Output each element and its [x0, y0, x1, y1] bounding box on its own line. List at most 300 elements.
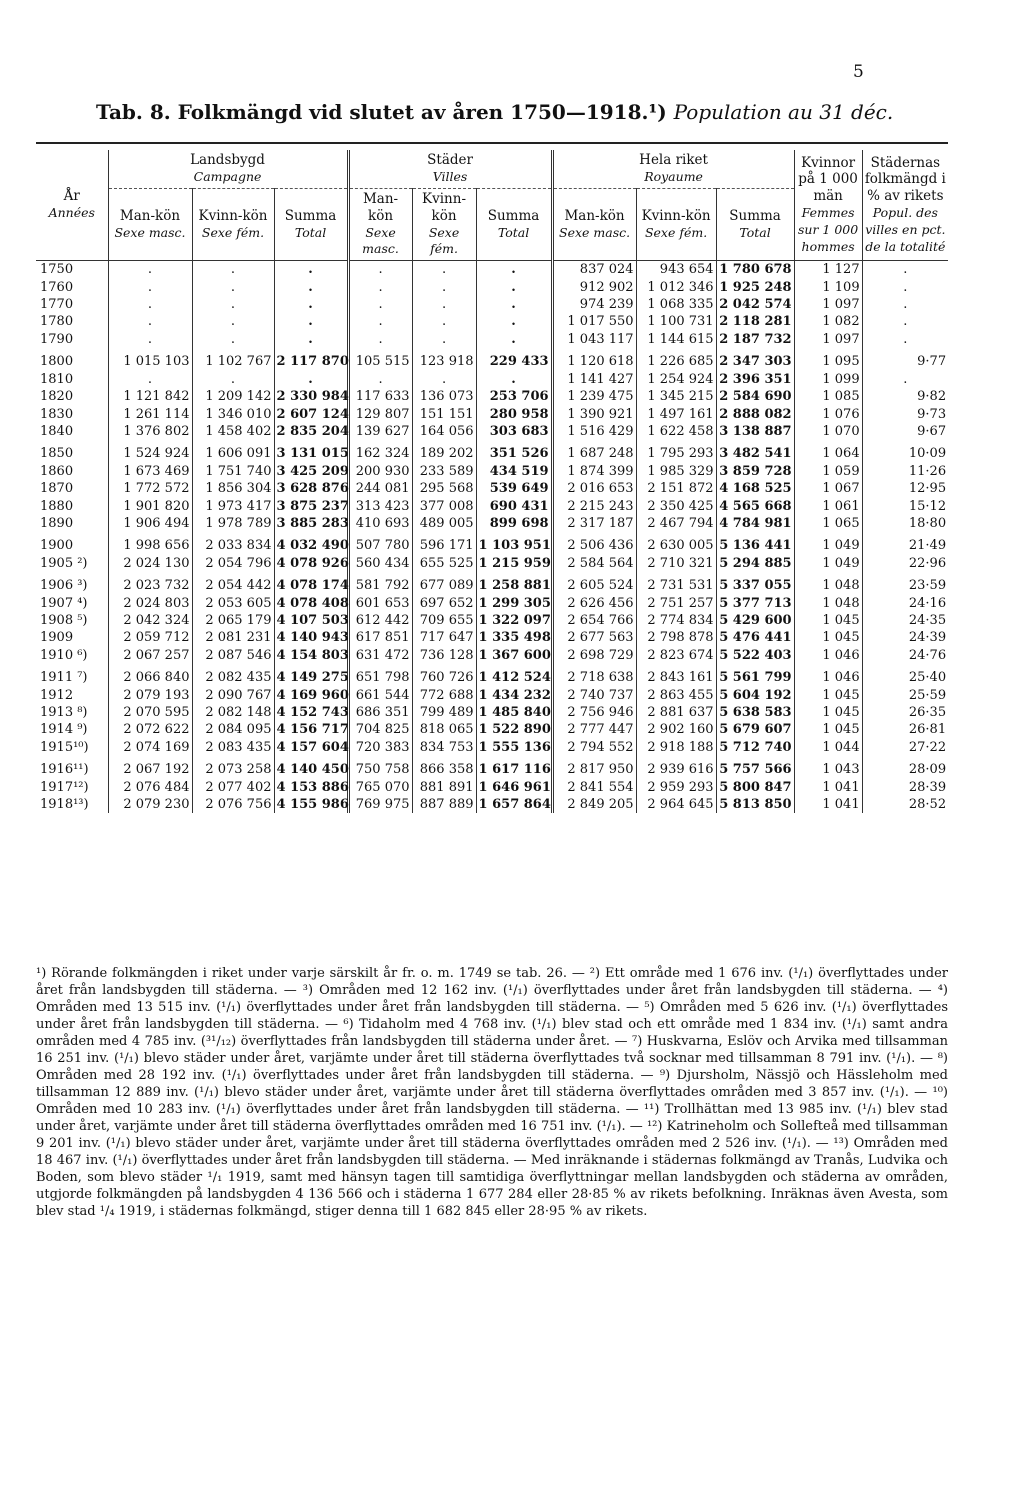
- cell-riket-1: 2 863 455: [636, 687, 716, 704]
- cell-stader-1: 736 128: [412, 647, 476, 664]
- cell-landsbygd-1: 1 606 091: [192, 445, 274, 462]
- cell-year: 1917¹²): [40, 779, 89, 795]
- cell-riket-1: 2 939 616: [636, 761, 716, 778]
- cell-riket-0: 2 677 563: [552, 629, 636, 646]
- header-landsbygd: Landsbygd Campagne: [108, 150, 348, 188]
- cell-stader-1: .: [412, 331, 476, 348]
- cell-andel: 26·81: [862, 721, 948, 738]
- cell-riket-0: 1 874 399: [552, 463, 636, 480]
- header-riket: Hela riket Royaume: [552, 150, 794, 188]
- cell-stader-1: 697 652: [412, 595, 476, 612]
- cell-andel: 28·39: [862, 779, 948, 796]
- table-row: [36, 721, 948, 738]
- cell-andel: 26·35: [862, 704, 948, 721]
- cell-riket-0: 2 777 447: [552, 721, 636, 738]
- cell-kvinnor: 1 097: [794, 331, 862, 348]
- top-rule: [36, 142, 948, 144]
- table-row: [36, 647, 948, 664]
- cell-stader-1: .: [412, 313, 476, 330]
- cell-landsbygd-1: 2 077 402: [192, 779, 274, 796]
- cell-andel: 9·67: [862, 423, 948, 440]
- cell-stader-1: 881 891: [412, 779, 476, 796]
- cell-riket-1: 1 497 161: [636, 406, 716, 423]
- table-title: [96, 100, 893, 124]
- cell-year: 1918¹³): [40, 797, 89, 813]
- cell-riket-0: 1 516 429: [552, 423, 636, 440]
- cell-andel: 9·82: [862, 388, 948, 405]
- cell-kvinnor: 1 045: [794, 704, 862, 721]
- cell-stader-0: 410 693: [348, 515, 412, 532]
- cell-stader-0: 720 383: [348, 739, 412, 756]
- cell-stader-1: 233 589: [412, 463, 476, 480]
- table-row: [36, 779, 948, 796]
- cell-stader-0: 765 070: [348, 779, 412, 796]
- cell-riket-0: 2 605 524: [552, 577, 636, 594]
- cell-stader-2: 1 485 840: [476, 704, 552, 721]
- cell-kvinnor: 1 045: [794, 612, 862, 629]
- cell-kvinnor: 1 109: [794, 279, 862, 296]
- cell-stader-0: .: [348, 296, 412, 313]
- cell-andel: 28·52: [862, 796, 948, 813]
- cell-landsbygd-0: .: [108, 313, 192, 330]
- cell-landsbygd-1: 2 033 834: [192, 537, 274, 554]
- cell-landsbygd-2: 4 107 503: [274, 612, 348, 629]
- cell-stader-0: .: [348, 371, 412, 388]
- table-row: [36, 761, 948, 778]
- cell-riket-2: 5 476 441: [716, 629, 794, 646]
- cell-stader-2: 1 657 864: [476, 796, 552, 813]
- cell-riket-2: 5 813 850: [716, 796, 794, 813]
- cell-landsbygd-0: .: [108, 331, 192, 348]
- cell-stader-0: 601 653: [348, 595, 412, 612]
- cell-year: 1908 ⁵): [40, 612, 88, 628]
- cell-riket-1: 1 254 924: [636, 371, 716, 388]
- cell-landsbygd-2: 3 875 237: [274, 498, 348, 515]
- cell-stader-2: .: [476, 261, 552, 279]
- cell-landsbygd-2: 4 152 743: [274, 704, 348, 721]
- cell-riket-1: 1 100 731: [636, 313, 716, 330]
- cell-stader-2: 351 526: [476, 445, 552, 462]
- cell-landsbygd-1: 2 084 095: [192, 721, 274, 738]
- cell-andel: 9·77: [862, 353, 948, 370]
- cell-kvinnor: 1 099: [794, 371, 862, 388]
- cell-stader-1: .: [412, 371, 476, 388]
- cell-landsbygd-0: .: [108, 279, 192, 296]
- cell-landsbygd-0: .: [108, 296, 192, 313]
- cell-riket-1: 2 843 161: [636, 669, 716, 686]
- header-stader: Städer Villes: [348, 150, 552, 188]
- cell-riket-0: 2 849 205: [552, 796, 636, 813]
- cell-riket-2: 4 784 981: [716, 515, 794, 532]
- cell-andel: .: [862, 296, 948, 313]
- table-body: [36, 261, 948, 814]
- cell-landsbygd-1: 1 973 417: [192, 498, 274, 515]
- cell-stader-2: 1 412 524: [476, 669, 552, 686]
- cell-kvinnor: 1 046: [794, 647, 862, 664]
- cell-riket-0: 1 043 117: [552, 331, 636, 348]
- cell-kvinnor: 1 061: [794, 498, 862, 515]
- cell-landsbygd-1: 2 090 767: [192, 687, 274, 704]
- cell-riket-1: 2 918 188: [636, 739, 716, 756]
- cell-landsbygd-0: 1 998 656: [108, 537, 192, 554]
- cell-stader-2: .: [476, 296, 552, 313]
- cell-stader-0: 769 975: [348, 796, 412, 813]
- cell-stader-1: 189 202: [412, 445, 476, 462]
- cell-landsbygd-0: 2 066 840: [108, 669, 192, 686]
- cell-riket-2: 5 429 600: [716, 612, 794, 629]
- cell-landsbygd-0: 1 015 103: [108, 353, 192, 370]
- cell-andel: 24·16: [862, 595, 948, 612]
- cell-kvinnor: 1 097: [794, 296, 862, 313]
- cell-year: 1905 ²): [40, 555, 88, 571]
- cell-stader-1: 164 056: [412, 423, 476, 440]
- cell-stader-2: 1 555 136: [476, 739, 552, 756]
- cell-kvinnor: 1 045: [794, 629, 862, 646]
- cell-stader-2: 1 434 232: [476, 687, 552, 704]
- cell-landsbygd-2: .: [274, 331, 348, 348]
- cell-stader-2: .: [476, 279, 552, 296]
- cell-kvinnor: 1 049: [794, 555, 862, 572]
- cell-stader-0: 750 758: [348, 761, 412, 778]
- cell-riket-2: 4 565 668: [716, 498, 794, 515]
- cell-landsbygd-2: 4 156 717: [274, 721, 348, 738]
- cell-landsbygd-1: 2 082 148: [192, 704, 274, 721]
- cell-stader-2: 1 103 951: [476, 537, 552, 554]
- cell-landsbygd-0: 2 024 803: [108, 595, 192, 612]
- cell-landsbygd-1: 2 076 756: [192, 796, 274, 813]
- table-row: [36, 498, 948, 515]
- cell-riket-0: 837 024: [552, 261, 636, 279]
- cell-landsbygd-2: 4 149 275: [274, 669, 348, 686]
- cell-year: 1913 ⁸): [40, 705, 88, 720]
- cell-landsbygd-0: 2 042 324: [108, 612, 192, 629]
- cell-riket-2: 1 925 248: [716, 279, 794, 296]
- cell-andel: .: [862, 279, 948, 296]
- cell-landsbygd-0: 2 067 257: [108, 647, 192, 664]
- cell-stader-1: 772 688: [412, 687, 476, 704]
- cell-kvinnor: 1 044: [794, 739, 862, 756]
- cell-landsbygd-2: 4 078 926: [274, 555, 348, 572]
- cell-andel: 25·40: [862, 669, 948, 686]
- cell-stader-1: 677 089: [412, 577, 476, 594]
- cell-landsbygd-2: 3 885 283: [274, 515, 348, 532]
- cell-riket-1: 1 345 215: [636, 388, 716, 405]
- table-row: [36, 687, 948, 704]
- cell-landsbygd-2: 2 330 984: [274, 388, 348, 405]
- cell-stader-2: 229 433: [476, 353, 552, 370]
- cell-stader-2: 1 335 498: [476, 629, 552, 646]
- cell-riket-1: 1 985 329: [636, 463, 716, 480]
- cell-landsbygd-2: .: [274, 313, 348, 330]
- cell-landsbygd-2: 4 140 943: [274, 629, 348, 646]
- cell-riket-2: 5 712 740: [716, 739, 794, 756]
- cell-stader-0: 507 780: [348, 537, 412, 554]
- cell-landsbygd-0: 1 901 820: [108, 498, 192, 515]
- header-s-summa: Summa Total: [476, 188, 552, 261]
- cell-landsbygd-2: 4 154 803: [274, 647, 348, 664]
- cell-riket-2: 5 638 583: [716, 704, 794, 721]
- cell-landsbygd-2: .: [274, 279, 348, 296]
- cell-andel: 9·73: [862, 406, 948, 423]
- table-row: [36, 353, 948, 370]
- cell-riket-2: 2 584 690: [716, 388, 794, 405]
- cell-stader-2: 1 522 890: [476, 721, 552, 738]
- cell-landsbygd-2: 3 131 015: [274, 445, 348, 462]
- header-kvinnor: Kvinnor på 1 000 män Femmes sur 1 000 hommes: [794, 150, 862, 261]
- title-main: Tab. 8. Folkmängd vid slutet av åren 1750—1918.¹): [96, 100, 667, 124]
- cell-stader-2: 280 958: [476, 406, 552, 423]
- cell-year: 1914 ⁹): [40, 722, 88, 738]
- table-row: [36, 669, 948, 686]
- cell-landsbygd-0: 2 059 712: [108, 629, 192, 646]
- footnotes: ¹) Rörande folkmängden i riket under varje särskilt år fr. o. m. 1749 se tab. 26. — ²) Ett område med 1 676 inv. (¹/₁) överflyttades under året från landsbygden till städerna. — ³) Områden med 12 162 inv. (¹/₁) överflyttades under året från landsbygden till städerna. — ⁴) Områden med 13 515 inv. (¹/₁) överflyttades under året från landsbygden till städerna. — ⁵) Områden med 5 626 inv. (¹/₁) överflyttades under året från landsbygden till städerna. — ⁶) Tidaholm med 4 768 inv. (¹/₁) blev stad och ett område med 1 834 inv. (¹/₁) samt andra områden med 4 785 inv. (³¹/₁₂) överflyttades från landsbygden till städerna under året. — ⁷) Huskvarna, Eslöv och Arvika med tillsamman 16 251 inv. (¹/₁) blevo städer under året, varjämte under året till städerna överflyttades två socknar med tillsamman 8 791 inv. (¹/₁). — ⁸) Områden med 28 192 inv. (¹/₁) överflyttades under året från landsbygden till städerna. — ⁹) Djursholm, Nässjö och Hässleholm med tillsamman 12 889 inv. (¹/₁) blevo städer under året, varjämte under året till städerna överflyttades områden med 3 857 inv. (¹/₁). — ¹⁰) Områden med 10 283 inv. (¹/₁) överflyttades under året från landsbygden till städerna. — ¹¹) Trollhättan med 13 985 inv. (¹/₁) blev stad under året, varjämte under året till städerna överflyttades områden med 16 751 inv. (¹/₁). — ¹²) Katrineholm och Sollefteå med tillsamman 9 201 inv. (¹/₁) blevo städer under året, varjämte under året till städerna överflyttades områden med 2 526 inv. (¹/₁). — ¹³) Områden med 18 467 inv. (¹/₁) överflyttades under året från landsbygden till städerna. — Med inräknande i städernas folkmängd av Tranås, Ludvika och Boden, som blevo städer ¹/₁ 1919, samt med hänsyn tagen till samtidiga överflyttningar mellan landsbygden och städerna av områden, utgjorde folkmängden på landsbygden 4 136 566 och i städerna 1 677 284 eller 28·85 % av rikets befolkning. Inräknas även Avesta, som blev stad ¹/₄ 1919, i städernas folkmängd, stiger denna till 1 682 845 eller 28·95 % av rikets.: [36, 966, 948, 1219]
- table-row: [36, 371, 948, 388]
- cell-kvinnor: 1 070: [794, 423, 862, 440]
- cell-riket-0: 912 902: [552, 279, 636, 296]
- cell-landsbygd-2: 2 607 124: [274, 406, 348, 423]
- cell-riket-1: 1 795 293: [636, 445, 716, 462]
- cell-landsbygd-2: 3 425 209: [274, 463, 348, 480]
- cell-stader-0: 661 544: [348, 687, 412, 704]
- cell-kvinnor: 1 064: [794, 445, 862, 462]
- cell-stader-0: 117 633: [348, 388, 412, 405]
- cell-riket-0: 2 740 737: [552, 687, 636, 704]
- cell-landsbygd-2: 4 169 960: [274, 687, 348, 704]
- cell-riket-2: 5 800 847: [716, 779, 794, 796]
- cell-landsbygd-0: 2 074 169: [108, 739, 192, 756]
- cell-stader-1: .: [412, 279, 476, 296]
- cell-kvinnor: 1 076: [794, 406, 862, 423]
- cell-kvinnor: 1 085: [794, 388, 862, 405]
- table-row: [36, 406, 948, 423]
- cell-riket-1: 2 467 794: [636, 515, 716, 532]
- cell-landsbygd-1: 2 054 796: [192, 555, 274, 572]
- cell-landsbygd-1: 2 065 179: [192, 612, 274, 629]
- cell-landsbygd-1: 2 081 231: [192, 629, 274, 646]
- cell-landsbygd-1: 1 458 402: [192, 423, 274, 440]
- cell-year: 1915¹⁰): [40, 739, 89, 755]
- cell-riket-2: 3 482 541: [716, 445, 794, 462]
- cell-stader-2: 1 322 097: [476, 612, 552, 629]
- cell-riket-2: 5 679 607: [716, 721, 794, 738]
- cell-stader-1: 760 726: [412, 669, 476, 686]
- table-row: [36, 331, 948, 348]
- cell-riket-0: 2 584 564: [552, 555, 636, 572]
- table-row: [36, 480, 948, 497]
- cell-riket-0: 2 794 552: [552, 739, 636, 756]
- cell-stader-0: 704 825: [348, 721, 412, 738]
- header-r-summa: Summa Total: [716, 188, 794, 261]
- cell-landsbygd-0: .: [108, 371, 192, 388]
- cell-landsbygd-0: 1 524 924: [108, 445, 192, 462]
- cell-stader-2: .: [476, 331, 552, 348]
- cell-stader-1: 489 005: [412, 515, 476, 532]
- cell-landsbygd-2: 4 157 604: [274, 739, 348, 756]
- cell-landsbygd-1: .: [192, 313, 274, 330]
- cell-riket-1: 2 774 834: [636, 612, 716, 629]
- cell-year: 1810: [40, 371, 74, 387]
- cell-stader-2: 690 431: [476, 498, 552, 515]
- cell-landsbygd-2: 4 140 450: [274, 761, 348, 778]
- cell-stader-1: 295 568: [412, 480, 476, 497]
- cell-stader-0: 162 324: [348, 445, 412, 462]
- header-year: År Années: [36, 150, 108, 261]
- cell-kvinnor: 1 095: [794, 353, 862, 370]
- cell-stader-0: 581 792: [348, 577, 412, 594]
- cell-kvinnor: 1 048: [794, 595, 862, 612]
- cell-andel: 12·95: [862, 480, 948, 497]
- cell-kvinnor: 1 065: [794, 515, 862, 532]
- cell-stader-0: .: [348, 261, 412, 279]
- cell-riket-2: 1 780 678: [716, 261, 794, 279]
- cell-stader-0: 129 807: [348, 406, 412, 423]
- cell-year: 1840: [40, 423, 74, 439]
- cell-landsbygd-2: 4 078 174: [274, 577, 348, 594]
- cell-riket-0: 1 120 618: [552, 353, 636, 370]
- cell-landsbygd-2: 4 078 408: [274, 595, 348, 612]
- cell-landsbygd-1: .: [192, 261, 274, 279]
- table-row: [36, 261, 948, 279]
- cell-riket-1: 2 823 674: [636, 647, 716, 664]
- cell-stader-2: 1 617 116: [476, 761, 552, 778]
- cell-riket-0: 1 017 550: [552, 313, 636, 330]
- cell-stader-1: .: [412, 261, 476, 279]
- cell-year: 1900: [40, 538, 74, 554]
- cell-stader-2: 303 683: [476, 423, 552, 440]
- header-andel: Städernas folkmängd i % av rikets Popul. des villes en pct. de la totalité: [862, 150, 948, 261]
- table-row: [36, 388, 948, 405]
- cell-stader-1: 818 065: [412, 721, 476, 738]
- cell-kvinnor: 1 127: [794, 261, 862, 279]
- cell-riket-0: 2 817 950: [552, 761, 636, 778]
- cell-riket-0: 2 215 243: [552, 498, 636, 515]
- cell-riket-2: 5 136 441: [716, 537, 794, 554]
- cell-kvinnor: 1 043: [794, 761, 862, 778]
- cell-stader-0: .: [348, 313, 412, 330]
- cell-riket-2: 2 187 732: [716, 331, 794, 348]
- cell-landsbygd-0: 2 076 484: [108, 779, 192, 796]
- cell-landsbygd-1: 2 073 258: [192, 761, 274, 778]
- header-l-summa: Summa Total: [274, 188, 348, 261]
- cell-year: 1910 ⁶): [40, 647, 88, 663]
- cell-landsbygd-1: .: [192, 371, 274, 388]
- cell-andel: .: [862, 261, 948, 279]
- cell-landsbygd-0: 1 906 494: [108, 515, 192, 532]
- cell-riket-2: 5 377 713: [716, 595, 794, 612]
- cell-stader-0: 313 423: [348, 498, 412, 515]
- table-row: [36, 463, 948, 480]
- cell-riket-1: 1 012 346: [636, 279, 716, 296]
- cell-year: 1906 ³): [40, 578, 88, 594]
- cell-riket-0: 2 317 187: [552, 515, 636, 532]
- cell-stader-1: 151 151: [412, 406, 476, 423]
- cell-riket-1: 2 751 257: [636, 595, 716, 612]
- cell-landsbygd-1: 1 102 767: [192, 353, 274, 370]
- cell-stader-0: .: [348, 331, 412, 348]
- table-row: [36, 629, 948, 646]
- cell-riket-2: 2 118 281: [716, 313, 794, 330]
- cell-andel: 18·80: [862, 515, 948, 532]
- cell-riket-1: 2 798 878: [636, 629, 716, 646]
- cell-andel: 10·09: [862, 445, 948, 462]
- cell-stader-2: 1 258 881: [476, 577, 552, 594]
- cell-andel: .: [862, 331, 948, 348]
- cell-landsbygd-2: 4 155 986: [274, 796, 348, 813]
- cell-landsbygd-1: 2 083 435: [192, 739, 274, 756]
- cell-riket-2: 5 757 566: [716, 761, 794, 778]
- cell-riket-0: 2 718 638: [552, 669, 636, 686]
- cell-year: 1780: [40, 314, 74, 330]
- cell-year: 1760: [40, 279, 74, 295]
- cell-andel: 28·09: [862, 761, 948, 778]
- cell-year: 1820: [40, 389, 74, 405]
- cell-riket-1: 2 902 160: [636, 721, 716, 738]
- header-l-man: Man-kön Sexe masc.: [108, 188, 192, 261]
- cell-stader-1: 136 073: [412, 388, 476, 405]
- cell-landsbygd-1: 2 054 442: [192, 577, 274, 594]
- cell-riket-2: 5 604 192: [716, 687, 794, 704]
- table-row: [36, 704, 948, 721]
- cell-stader-2: 1 215 959: [476, 555, 552, 572]
- cell-stader-0: 200 930: [348, 463, 412, 480]
- cell-year: 1912: [40, 687, 74, 703]
- cell-landsbygd-1: 2 053 605: [192, 595, 274, 612]
- cell-andel: 24·35: [862, 612, 948, 629]
- cell-landsbygd-1: .: [192, 331, 274, 348]
- cell-landsbygd-2: .: [274, 371, 348, 388]
- header-l-kvinn: Kvinn-kön Sexe fém.: [192, 188, 274, 261]
- cell-stader-2: 539 649: [476, 480, 552, 497]
- cell-stader-1: 717 647: [412, 629, 476, 646]
- cell-landsbygd-2: 4 153 886: [274, 779, 348, 796]
- cell-stader-2: .: [476, 313, 552, 330]
- cell-landsbygd-2: 3 628 876: [274, 480, 348, 497]
- cell-landsbygd-2: 2 117 870: [274, 353, 348, 370]
- cell-riket-2: 2 347 303: [716, 353, 794, 370]
- cell-andel: 24·76: [862, 647, 948, 664]
- header-r-kvinn: Kvinn-kön Sexe fém.: [636, 188, 716, 261]
- cell-riket-1: 1 144 615: [636, 331, 716, 348]
- cell-year: 1860: [40, 463, 74, 479]
- cell-stader-2: 1 646 961: [476, 779, 552, 796]
- cell-riket-0: 2 756 946: [552, 704, 636, 721]
- cell-andel: .: [862, 313, 948, 330]
- cell-landsbygd-1: .: [192, 296, 274, 313]
- cell-year: 1770: [40, 297, 74, 313]
- cell-stader-0: 651 798: [348, 669, 412, 686]
- header-s-kvinn: Kvinn-kön Sexe fém.: [412, 188, 476, 261]
- cell-riket-0: 2 016 653: [552, 480, 636, 497]
- cell-riket-2: 5 522 403: [716, 647, 794, 664]
- cell-landsbygd-1: 2 087 546: [192, 647, 274, 664]
- cell-riket-0: 974 239: [552, 296, 636, 313]
- table-row: [36, 577, 948, 594]
- cell-kvinnor: 1 049: [794, 537, 862, 554]
- cell-kvinnor: 1 041: [794, 796, 862, 813]
- cell-andel: 22·96: [862, 555, 948, 572]
- table-row: [36, 296, 948, 313]
- cell-riket-1: 1 622 458: [636, 423, 716, 440]
- cell-year: 1907 ⁴): [40, 595, 88, 611]
- cell-landsbygd-0: 2 067 192: [108, 761, 192, 778]
- cell-riket-0: 2 654 766: [552, 612, 636, 629]
- cell-landsbygd-1: 1 209 142: [192, 388, 274, 405]
- cell-landsbygd-2: 4 032 490: [274, 537, 348, 554]
- cell-year: 1850: [40, 446, 74, 462]
- table-row: [36, 279, 948, 296]
- cell-riket-0: 1 239 475: [552, 388, 636, 405]
- cell-stader-0: 139 627: [348, 423, 412, 440]
